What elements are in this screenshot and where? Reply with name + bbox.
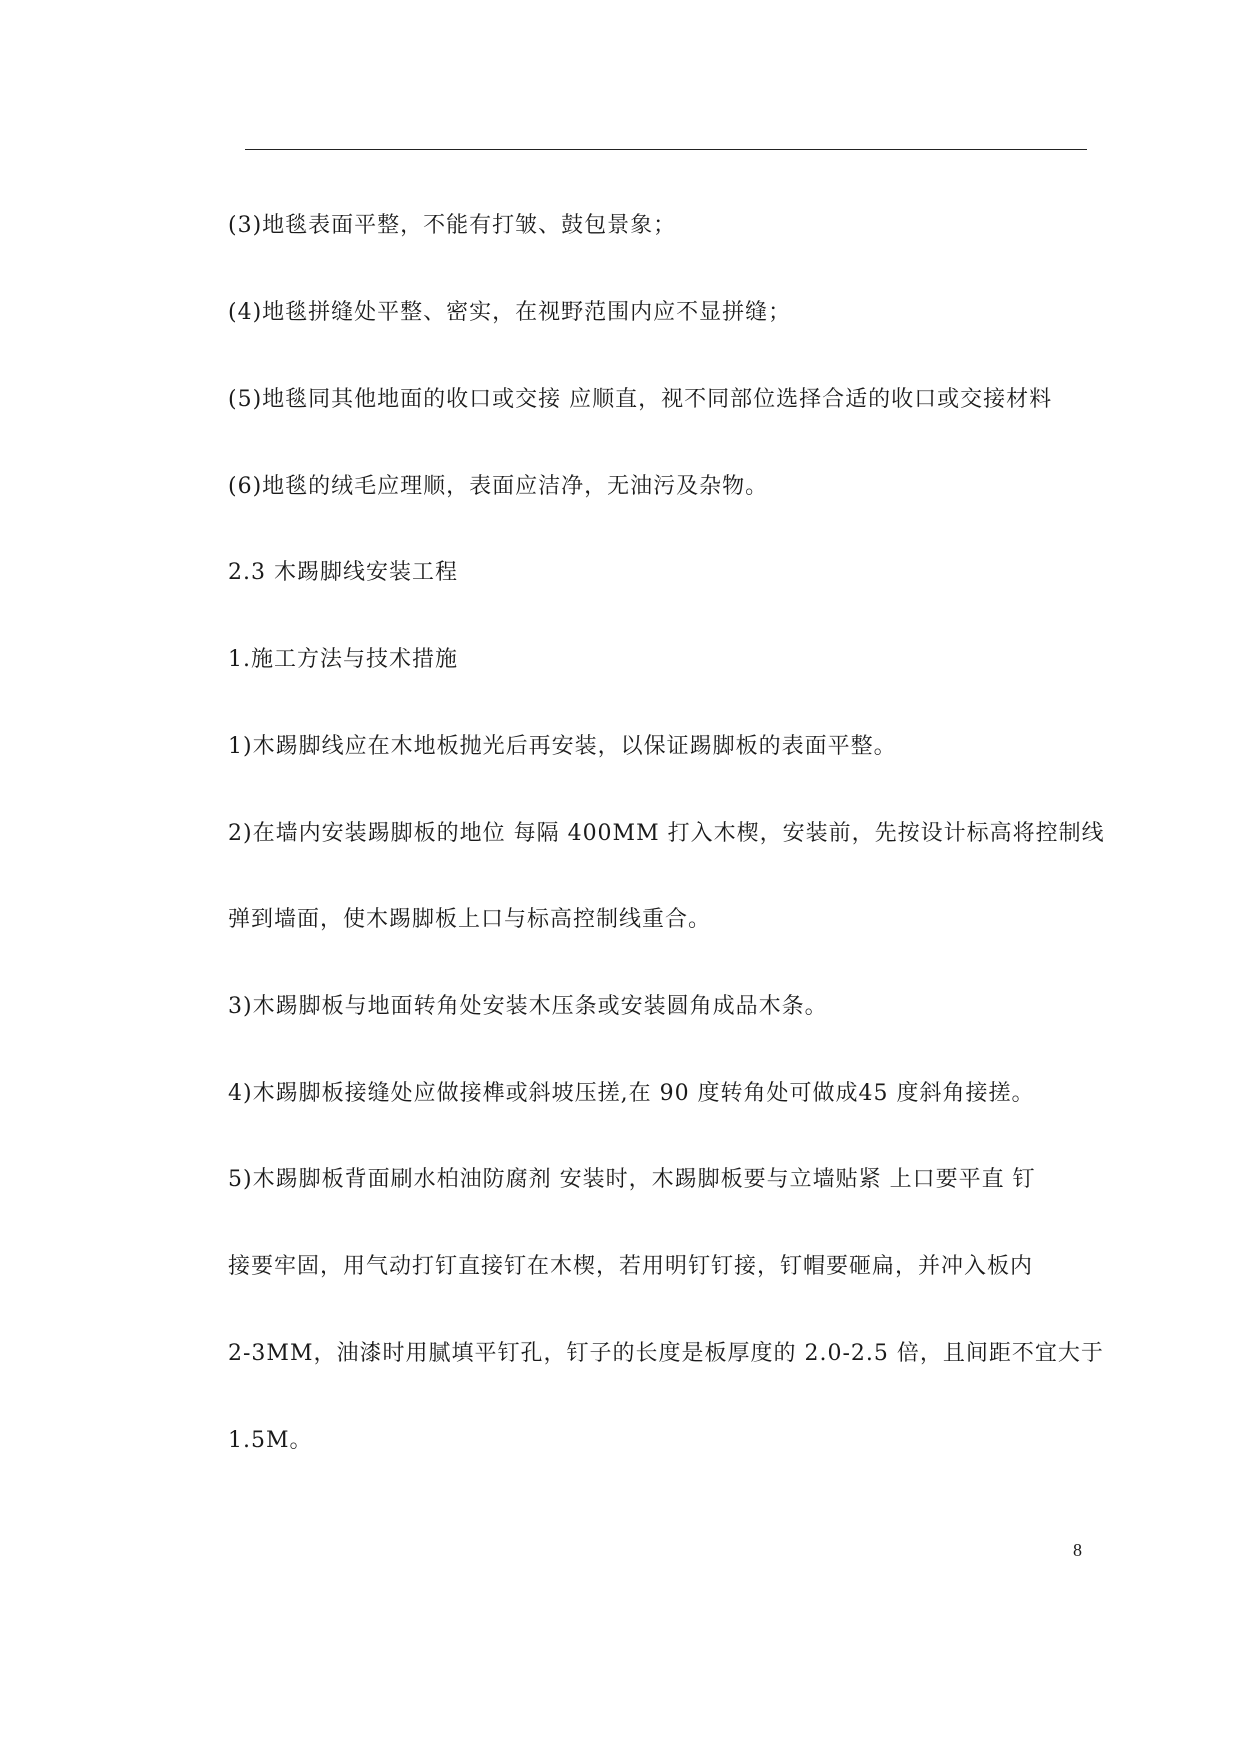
subsection-heading: 1.施工方法与技术措施 (228, 647, 458, 672)
text-line: 2-3MM，油漆时用腻填平钉孔，钉子的长度是板厚度的 2.0-2.5 倍，且间距不宜大于 (228, 1341, 1104, 1366)
text-line: 4)木踢脚板接缝处应做接榫或斜坡压搓,在 90 度转角处可做成45 度斜角接搓。 (228, 1081, 1035, 1106)
text-line: (3)地毯表面平整，不能有打皱、鼓包景象； (228, 213, 677, 238)
page-number: 8 (1073, 1540, 1082, 1560)
text-line: 5)木踢脚板背面刷水柏油防腐剂 安装时，木踢脚板要与立墙贴紧 上口要平直 钉 (228, 1167, 1036, 1192)
text-line: 1.5M。 (228, 1428, 313, 1453)
text-line: 弹到墙面，使木踢脚板上口与标高控制线重合。 (228, 907, 712, 932)
text-line: 1)木踢脚线应在木地板抛光后再安装，以保证踢脚板的表面平整。 (228, 734, 897, 759)
text-line: (4)地毯拼缝处平整、密实，在视野范围内应不显拼缝； (228, 300, 792, 325)
section-heading: 2.3 木踢脚线安装工程 (228, 560, 458, 585)
text-line: (5)地毯同其他地面的收口或交接 应顺直，视不同部位选择合适的收口或交接材料 (228, 387, 1053, 412)
text-line: (6)地毯的绒毛应理顺，表面应洁净，无油污及杂物。 (228, 474, 769, 499)
text-line: 2)在墙内安装踢脚板的地位 每隔 400MM 打入木楔，安装前，先按设计标高将控制线 (228, 821, 1105, 846)
text-line: 接要牢固，用气动打钉直接钉在木楔，若用明钉钉接，钉帽要砸扁，并冲入板内 (228, 1254, 1034, 1279)
text-line: 3)木踢脚板与地面转角处安装木压条或安装圆角成品木条。 (228, 994, 828, 1019)
header-rule (245, 149, 1087, 150)
